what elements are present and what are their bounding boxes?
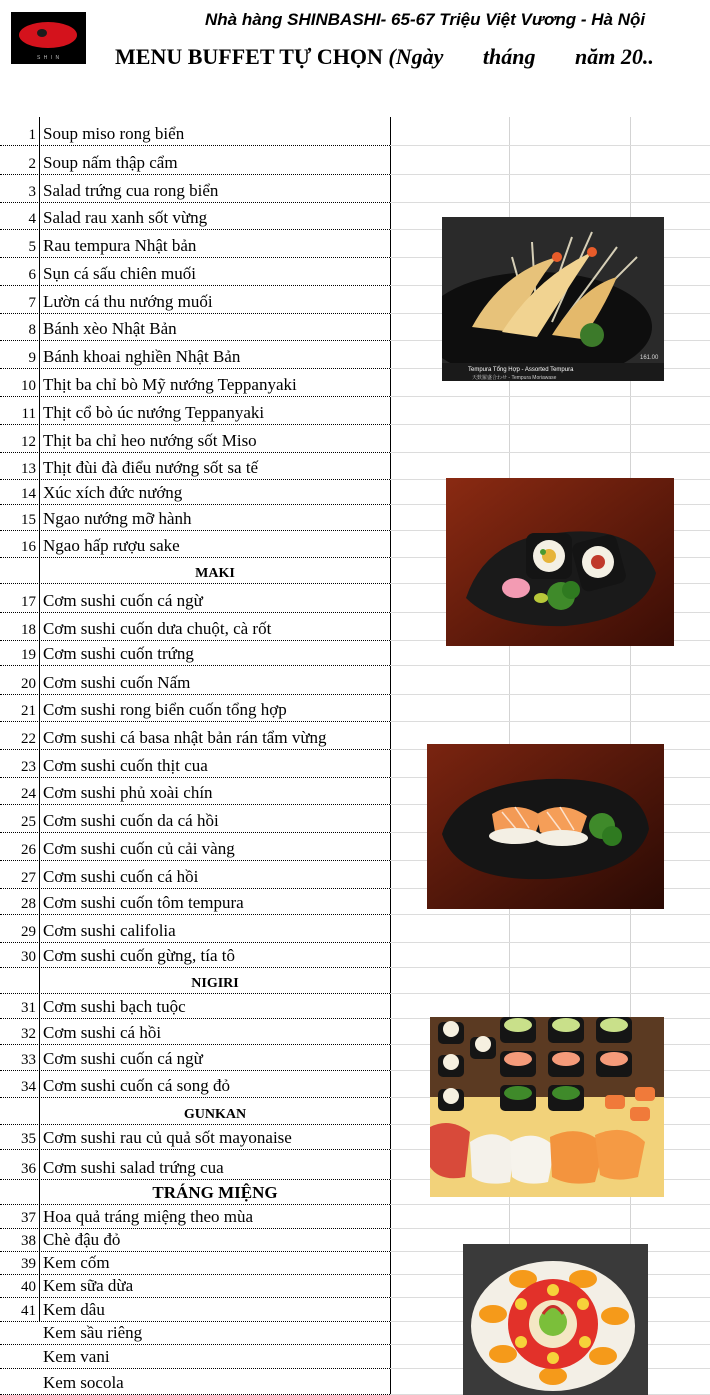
item-number: 5 bbox=[28, 239, 36, 255]
item-name: Cơm sushi cuốn cá hồi bbox=[43, 867, 199, 886]
menu-item bbox=[0, 666, 390, 695]
item-number: 40 bbox=[21, 1279, 36, 1295]
menu-item bbox=[0, 943, 390, 968]
item-number: 6 bbox=[28, 267, 36, 283]
item-name: Kem sữa dừa bbox=[43, 1276, 134, 1295]
item-name: Kem sầu riêng bbox=[43, 1323, 143, 1342]
item-number: 25 bbox=[21, 814, 36, 830]
item-number bbox=[0, 1322, 36, 1344]
menu-item bbox=[0, 722, 390, 750]
item-name: Salad rau xanh sốt vừng bbox=[43, 208, 208, 227]
item-number: 15 bbox=[21, 512, 36, 528]
menu-item bbox=[0, 258, 390, 286]
menu-title-date-open: (Ngày bbox=[388, 44, 444, 69]
item-number: 3 bbox=[28, 184, 36, 200]
menu-item bbox=[0, 1045, 390, 1071]
logo-disc-icon bbox=[19, 22, 77, 48]
menu-item bbox=[0, 994, 390, 1019]
item-number: 1 bbox=[28, 127, 36, 143]
menu-item bbox=[0, 613, 390, 641]
menu-item bbox=[0, 397, 390, 425]
item-number: 16 bbox=[21, 539, 36, 555]
item-number: 10 bbox=[21, 378, 36, 394]
restaurant-logo bbox=[11, 12, 86, 64]
item-name: Bánh xèo Nhật Bản bbox=[43, 319, 177, 338]
grid-row-line bbox=[390, 967, 710, 968]
item-number: 37 bbox=[21, 1210, 36, 1226]
menu-item bbox=[0, 203, 390, 230]
item-name: Cơm sushi cuốn Nấm bbox=[43, 673, 191, 692]
item-name: Kem cốm bbox=[43, 1253, 110, 1272]
grid-row-line bbox=[390, 452, 710, 453]
item-name: Cơm sushi bạch tuộc bbox=[43, 997, 186, 1016]
item-name: Salad trứng cua rong biển bbox=[43, 181, 219, 200]
item-name: Cơm sushi cá hồi bbox=[43, 1023, 162, 1042]
item-name: Cơm sushi rong biển cuốn tổng hợp bbox=[43, 700, 287, 719]
grid-row-line bbox=[390, 993, 710, 994]
menu-item bbox=[0, 1298, 390, 1322]
item-number: 27 bbox=[21, 870, 36, 886]
menu-title bbox=[115, 44, 654, 70]
item-number: 36 bbox=[21, 1161, 36, 1177]
item-name: Thịt cổ bò úc nướng Teppanyaki bbox=[43, 403, 265, 422]
menu-item bbox=[0, 833, 390, 861]
item-number: 8 bbox=[28, 322, 36, 338]
item-number: 21 bbox=[21, 703, 36, 719]
item-number: 32 bbox=[21, 1026, 36, 1042]
item-name: Cơm sushi cuốn trứng bbox=[43, 644, 194, 663]
item-name: Rau tempura Nhật bản bbox=[43, 236, 197, 255]
restaurant-name: Nhà hàng SHINBASHI- 65-67 Triệu Việt Vương - Hà Nội bbox=[205, 10, 646, 29]
menu-item bbox=[0, 778, 390, 805]
item-name: Chè đậu đỏ bbox=[43, 1230, 121, 1249]
menu-item bbox=[0, 1071, 390, 1098]
menu-item bbox=[0, 1125, 390, 1150]
item-number: 20 bbox=[21, 676, 36, 692]
item-name: Cơm sushi cuốn cá ngừ bbox=[43, 1049, 203, 1068]
section-heading bbox=[0, 968, 390, 994]
menu-title-date-year: năm 20.. bbox=[574, 44, 654, 69]
menu-item bbox=[0, 1229, 390, 1252]
item-number: 9 bbox=[28, 350, 36, 366]
item-name: Cơm sushi phủ xoài chín bbox=[43, 783, 213, 802]
tempura-caption: Tempura Tổng Hợp - Assorted Tempura bbox=[468, 367, 574, 373]
menu-item bbox=[0, 750, 390, 778]
section-heading bbox=[0, 1180, 390, 1205]
item-name: Cơm sushi rau củ quả sốt mayonaise bbox=[43, 1128, 292, 1147]
tempura-photo bbox=[442, 217, 664, 381]
section-title: TRÁNG MIỆNG bbox=[152, 1183, 278, 1202]
item-name: Cơm sushi cuốn tôm tempura bbox=[43, 893, 244, 912]
item-name: Thịt ba chỉ bò Mỹ nướng Teppanyaki bbox=[43, 375, 297, 394]
item-name: Cơm sushi cuốn cá ngừ bbox=[43, 591, 203, 610]
item-number: 33 bbox=[21, 1052, 36, 1068]
grid-row-line bbox=[390, 145, 710, 146]
grid-row-line bbox=[390, 914, 710, 915]
menu-item bbox=[0, 425, 390, 453]
item-name: Hoa quả tráng miệng theo mùa bbox=[43, 1207, 254, 1226]
item-name: Cơm sushi salad trứng cua bbox=[43, 1158, 224, 1177]
sushi-platter-photo bbox=[430, 1017, 664, 1197]
menu-item bbox=[0, 1275, 390, 1298]
menu-item bbox=[0, 314, 390, 341]
menu-item bbox=[0, 505, 390, 531]
menu-title-main: MENU BUFFET TỰ CHỌN bbox=[115, 44, 383, 69]
item-name: Cơm sushi cuốn dưa chuột, cà rốt bbox=[43, 619, 272, 638]
item-name: Thịt ba chỉ heo nướng sốt Miso bbox=[43, 431, 257, 450]
menu-item bbox=[0, 341, 390, 369]
logo-subtext: S H I N bbox=[36, 55, 61, 61]
item-name: Cơm sushi cuốn da cá hồi bbox=[43, 811, 219, 830]
item-name: Cơm sushi cuốn gừng, tía tô bbox=[43, 946, 235, 965]
item-number: 17 bbox=[21, 594, 36, 610]
item-number: 12 bbox=[21, 434, 36, 450]
item-number: 24 bbox=[21, 786, 36, 802]
grid-row-line bbox=[390, 665, 710, 666]
maki-photo bbox=[446, 478, 674, 646]
svg-text:161.00: 161.00 bbox=[640, 355, 659, 361]
grid-row-line bbox=[390, 942, 710, 943]
menu-item bbox=[0, 1322, 390, 1345]
menu-item bbox=[0, 1019, 390, 1045]
menu-item bbox=[0, 453, 390, 480]
item-number: 28 bbox=[21, 896, 36, 912]
item-number: 34 bbox=[21, 1079, 36, 1095]
menu-item bbox=[0, 1252, 390, 1275]
item-number: 11 bbox=[21, 406, 36, 422]
grid-row-line bbox=[390, 424, 710, 425]
item-number: 31 bbox=[21, 1000, 36, 1016]
item-name: Cơm sushi cá basa nhật bản rán tẩm vừng bbox=[43, 728, 327, 747]
item-number: 41 bbox=[21, 1303, 36, 1319]
menu-item bbox=[0, 861, 390, 889]
menu-title-date-month: tháng bbox=[482, 44, 536, 69]
item-name: Kem dâu bbox=[43, 1300, 105, 1319]
menu-item bbox=[0, 1205, 390, 1229]
menu-item bbox=[0, 1345, 390, 1369]
item-number: 19 bbox=[21, 647, 36, 663]
menu-item bbox=[0, 531, 390, 558]
menu-item bbox=[0, 117, 390, 146]
item-number bbox=[0, 1369, 36, 1394]
menu-item bbox=[0, 805, 390, 833]
item-number: 23 bbox=[21, 759, 36, 775]
item-number bbox=[0, 1345, 36, 1368]
item-number: 7 bbox=[28, 295, 36, 311]
menu-item bbox=[0, 230, 390, 258]
item-name: Soup miso rong biển bbox=[43, 124, 185, 143]
item-name: Kem socola bbox=[43, 1373, 124, 1392]
grid-row-line bbox=[390, 721, 710, 722]
fruit-platter-photo bbox=[463, 1244, 648, 1395]
item-name: Cơm sushi cuốn thịt cua bbox=[43, 756, 208, 775]
section-title: GUNKAN bbox=[183, 1107, 247, 1122]
menu-item bbox=[0, 286, 390, 314]
item-name: Cơm sushi cuốn củ cải vàng bbox=[43, 839, 235, 858]
grid-row-line bbox=[390, 174, 710, 175]
grid-row-line bbox=[390, 694, 710, 695]
item-number: 14 bbox=[21, 486, 36, 502]
menu-item bbox=[0, 146, 390, 175]
item-number: 39 bbox=[21, 1256, 36, 1272]
section-title: NIGIRI bbox=[191, 976, 239, 991]
item-name: Bánh khoai nghiền Nhật Bản bbox=[43, 347, 241, 366]
item-number: 29 bbox=[21, 924, 36, 940]
section-title: MAKI bbox=[195, 566, 235, 581]
section-heading bbox=[0, 1098, 390, 1125]
item-name: Sụn cá sấu chiên muối bbox=[43, 264, 196, 283]
section-heading bbox=[0, 558, 390, 584]
grid-row-line bbox=[390, 1204, 710, 1205]
nigiri-photo bbox=[427, 744, 664, 909]
item-number: 18 bbox=[21, 622, 36, 638]
item-name: Thịt đùi đà điểu nướng sốt sa tế bbox=[43, 458, 259, 477]
item-number: 38 bbox=[21, 1233, 36, 1249]
item-name: Ngao hấp rượu sake bbox=[43, 536, 180, 555]
menu-item bbox=[0, 480, 390, 505]
menu-item bbox=[0, 889, 390, 915]
grid-row-line bbox=[390, 202, 710, 203]
item-name: Ngao nướng mỡ hành bbox=[43, 509, 192, 528]
item-name: Soup nấm thập cẩm bbox=[43, 153, 178, 172]
menu-item bbox=[0, 915, 390, 943]
menu-sheet bbox=[0, 117, 710, 1395]
grid-row-line bbox=[390, 396, 710, 397]
svg-text:天麩羅盛合わせ - Tempura Moriawase: 天麩羅盛合わせ - Tempura Moriawase bbox=[472, 375, 557, 381]
menu-item bbox=[0, 175, 390, 203]
grid-row-line bbox=[390, 1228, 710, 1229]
item-number: 26 bbox=[21, 842, 36, 858]
item-name: Kem vani bbox=[43, 1347, 110, 1366]
menu-item bbox=[0, 641, 390, 666]
menu-item bbox=[0, 584, 390, 613]
item-number: 30 bbox=[21, 949, 36, 965]
item-number: 4 bbox=[28, 211, 36, 227]
menu-item bbox=[0, 369, 390, 397]
menu-item bbox=[0, 1369, 390, 1395]
menu-item bbox=[0, 1150, 390, 1180]
item-number: 22 bbox=[21, 731, 36, 747]
item-number: 35 bbox=[21, 1131, 36, 1147]
item-name: Lườn cá thu nướng muối bbox=[43, 292, 213, 311]
item-name: Xúc xích đức nướng bbox=[43, 483, 183, 502]
item-name: Cơm sushi cuốn cá song đỏ bbox=[43, 1076, 231, 1095]
item-number: 13 bbox=[21, 461, 36, 477]
menu-item bbox=[0, 695, 390, 722]
item-number: 2 bbox=[28, 156, 36, 172]
item-name: Cơm sushi califolia bbox=[43, 921, 176, 940]
